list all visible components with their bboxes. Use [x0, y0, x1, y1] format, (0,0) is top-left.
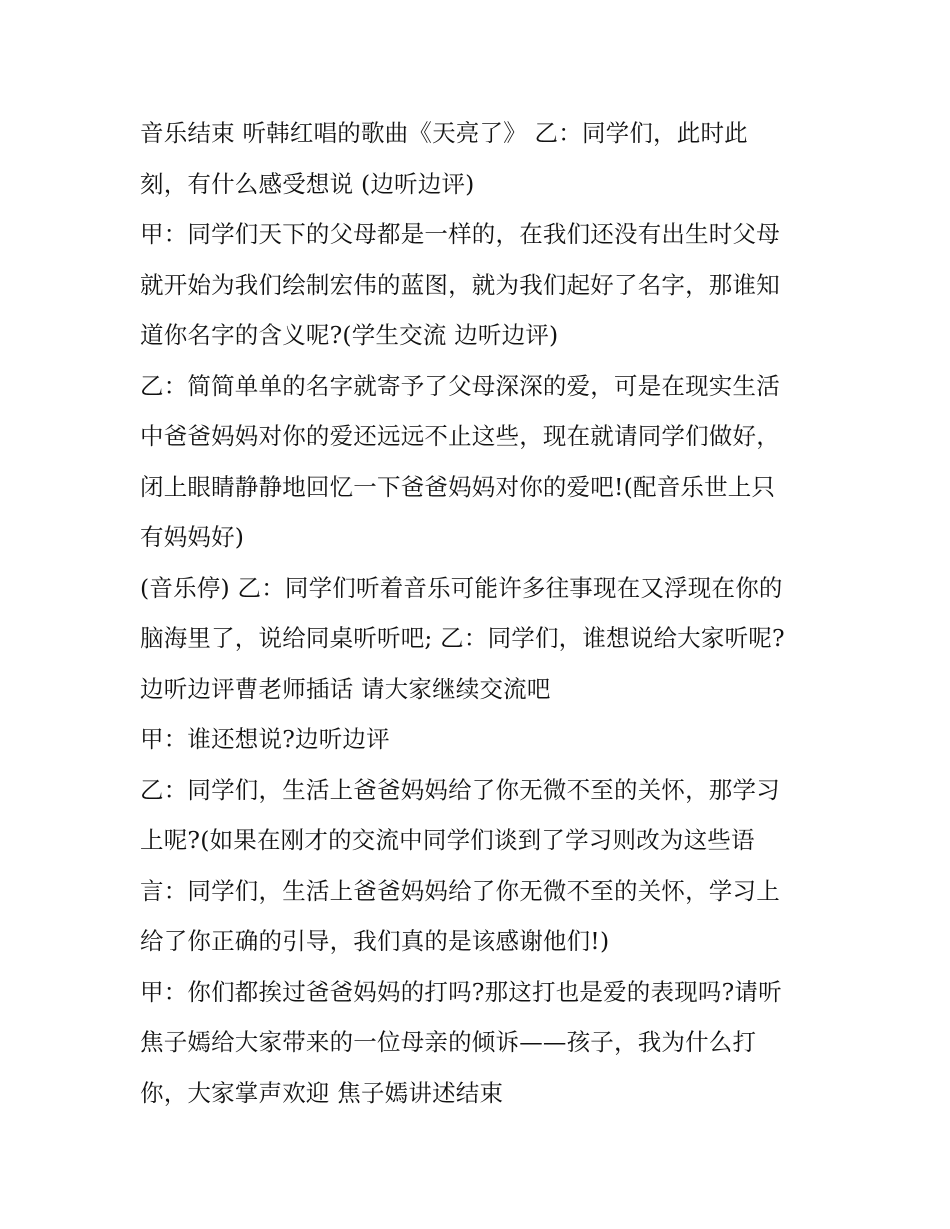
- text-line: 有妈妈好): [140, 523, 245, 551]
- text-line: 脑海里了，说给同桌听听吧; 乙：同学们，谁想说给大家听呢?: [140, 624, 785, 652]
- text-line: (音乐停) 乙：同学们听着音乐可能许多往事现在又浮现在你的: [140, 573, 783, 602]
- text-line: 乙：简简单单的名字就寄予了父母深深的爱，可是在现实生活: [140, 371, 780, 400]
- text-line: 言：同学们，生活上爸爸妈妈给了你无微不至的关怀，学习上: [140, 876, 780, 905]
- text-line: 焦子嫣给大家带来的一位母亲的倾诉——孩子，我为什么打: [140, 1028, 757, 1056]
- text-line: 给了你正确的引导，我们真的是该感谢他们!): [140, 927, 610, 955]
- text-line: 音乐结束 听韩红唱的歌曲《天亮了》 乙：同学们，此时此: [140, 119, 748, 147]
- text-line: 乙：同学们，生活上爸爸妈妈给了你无微不至的关怀，那学习: [140, 775, 780, 804]
- text-line: 甲：谁还想说?边听边评: [140, 725, 390, 753]
- text-line: 刻，有什么感受想说 (边听边评): [140, 169, 475, 198]
- text-line: 边听边评曹老师插话 请大家继续交流吧: [140, 674, 551, 703]
- document-body: [140, 108, 820, 1118]
- text-line: 闭上眼睛静静地回忆一下爸爸妈妈对你的爱吧!(配音乐世上只: [140, 472, 776, 501]
- text-line: 甲：你们都挨过爸爸妈妈的打吗?那这打也是爱的表现吗?请听: [140, 977, 782, 1006]
- text-line: 上呢?(如果在刚才的交流中同学们谈到了学习则改为这些语: [140, 826, 755, 854]
- text-line: 就开始为我们绘制宏伟的蓝图，就为我们起好了名字，那谁知: [140, 270, 780, 299]
- text-line: 道你名字的含义呢?(学生交流 边听边评): [140, 321, 559, 349]
- text-line: 你，大家掌声欢迎 焦子嫣讲述结束: [140, 1078, 504, 1107]
- text-line: 中爸爸妈妈对你的爱还远远不止这些，现在就请同学们做好，: [140, 422, 780, 450]
- text-line: 甲：同学们天下的父母都是一样的，在我们还没有出生时父母: [140, 220, 780, 248]
